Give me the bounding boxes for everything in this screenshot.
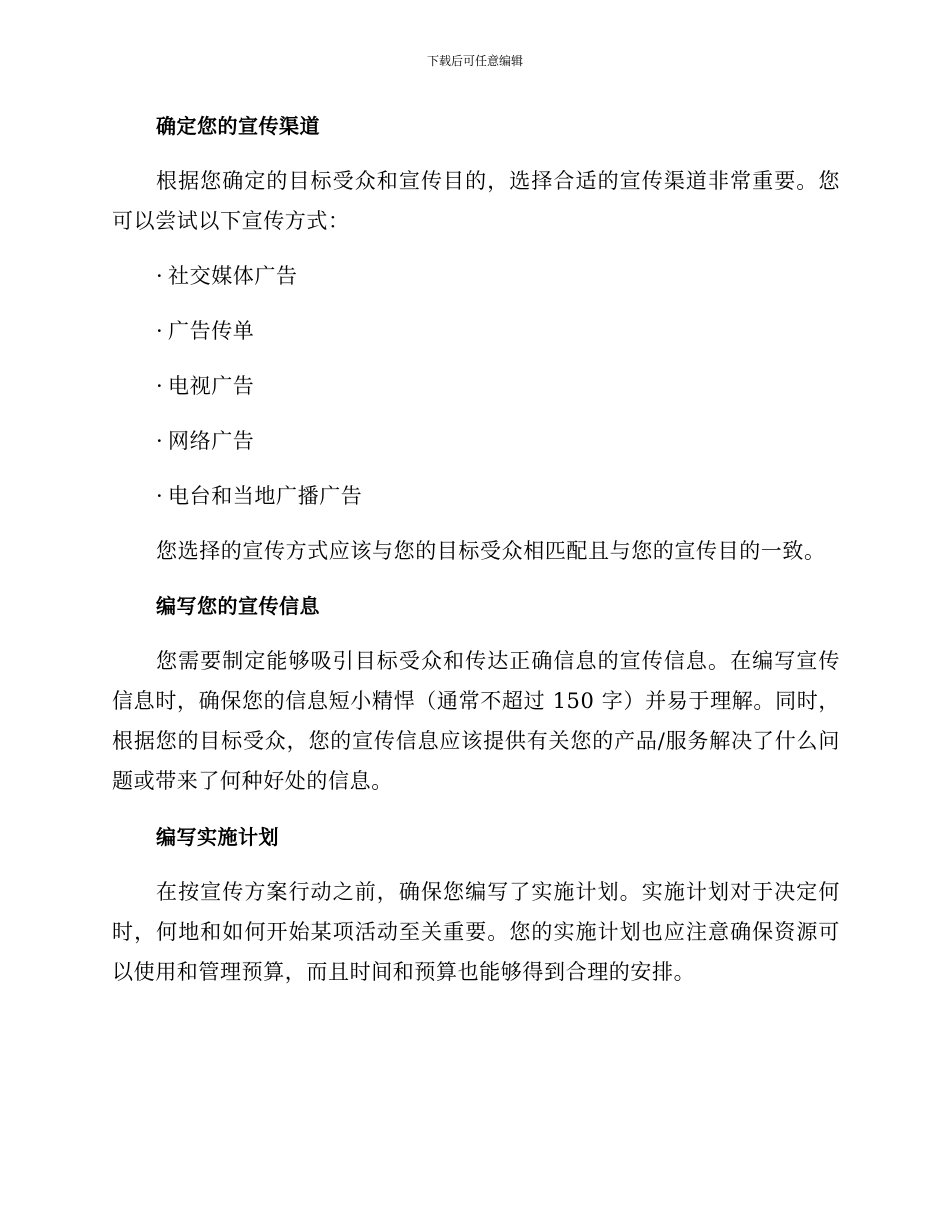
section-heading-plan: 编写实施计划: [156, 825, 279, 849]
paragraph-plan-body: 在按宣传方案行动之前，确保您编写了实施计划。实施计划对于决定何时，何地和如何开始某项活动至关重要。您的实施计划也应注意确保资源可以使用和管理预算，而且时间和预算也能够得到合理的安排。: [112, 880, 840, 984]
list-item: · 广告传单: [112, 311, 840, 351]
list-item: · 社交媒体广告: [112, 256, 840, 296]
list-item: · 电台和当地广播广告: [112, 476, 840, 516]
paragraph-message-body: 您需要制定能够吸引目标受众和传达正确信息的宣传信息。在编写宣传信息时，确保您的信息短小精悍（通常不超过 150 字）并易于理解。同时，根据您的目标受众，您的宣传信息应该提供有关您的产品/服务解决了什么问题或带来了何种好处的信息。: [112, 649, 840, 793]
section-heading-message: 编写您的宣传信息: [156, 594, 320, 618]
paragraph-channels-closing: 您选择的宣传方式应该与您的目标受众相匹配且与您的宣传目的一致。: [156, 539, 826, 563]
page-header: 下载后可任意编辑: [426, 54, 523, 68]
bullet-marker: ·: [156, 484, 164, 508]
list-item: · 电视广告: [112, 366, 840, 406]
list-item: · 网络广告: [112, 421, 840, 461]
paragraph-channels-intro: 根据您确定的目标受众和宣传目的，选择合适的宣传渠道非常重要。您可以尝试以下宣传方式：: [112, 169, 840, 233]
bullet-marker: ·: [156, 429, 164, 453]
bullet-marker: ·: [156, 319, 164, 343]
bullet-marker: ·: [156, 374, 164, 398]
section-heading-channels: 确定您的宣传渠道: [156, 114, 320, 138]
bullet-marker: ·: [156, 264, 164, 288]
document-body: [112, 106, 840, 992]
